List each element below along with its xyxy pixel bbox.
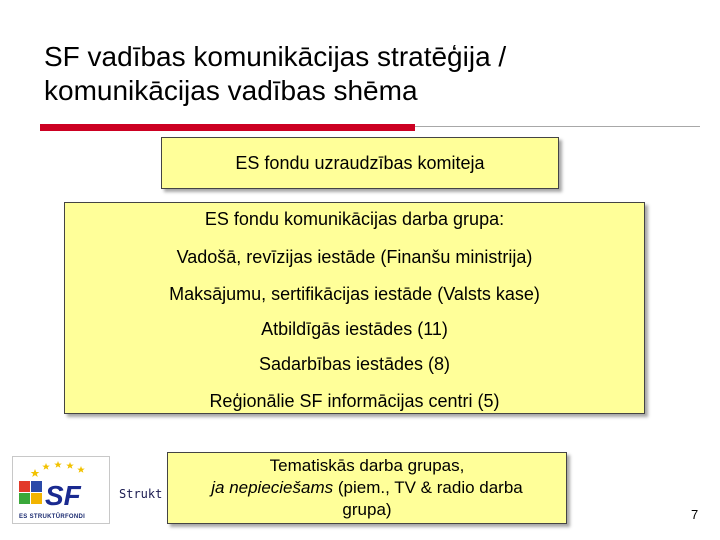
- committee-box: [161, 137, 559, 189]
- member-item: Maksājumu, sertifikācijas iestāde (Valsts kase): [169, 284, 540, 304]
- slide-title-line-2: komunikācijas vadības shēma: [44, 75, 418, 106]
- footer-partial-text: Strukt: [119, 487, 163, 501]
- slide-title: [44, 40, 684, 108]
- page-number: 7: [691, 507, 699, 522]
- eu-stars-icon: [31, 461, 85, 477]
- title-underline-gray: [415, 126, 700, 127]
- thematic-line-2-italic: ja nepieciešams: [211, 478, 334, 497]
- member-item: Vadošā, revīzijas iestāde (Finanšu ministrija): [176, 247, 533, 267]
- working-group-box: [64, 202, 645, 414]
- member-item: Reģionālie SF informācijas centri (5): [209, 391, 500, 411]
- logo-caption: ES STRUKTŪRFONDI: [19, 514, 86, 520]
- es-structural-funds-logo: [12, 456, 110, 524]
- committee-label: ES fondu uzraudzības komiteja: [235, 152, 485, 173]
- thematic-line-2: [168, 477, 566, 499]
- thematic-groups-box: [167, 452, 567, 524]
- thematic-line-1: Tematiskās darba grupas,: [269, 456, 465, 475]
- member-item: Sadarbības iestādes (8): [258, 354, 451, 374]
- member-item: Atbildīgās iestādes (11): [261, 319, 448, 339]
- title-underline-red: [40, 124, 415, 131]
- colored-squares-icon: [19, 481, 42, 504]
- sf-letters: SF: [45, 480, 81, 511]
- thematic-line-3: grupa): [342, 500, 392, 519]
- thematic-line-2-rest: (piem., TV & radio darba: [333, 478, 523, 497]
- slide-title-line-1: SF vadības komunikācijas stratēģija /: [44, 41, 507, 72]
- working-group-heading: ES fondu komunikācijas darba grupa:: [204, 209, 505, 229]
